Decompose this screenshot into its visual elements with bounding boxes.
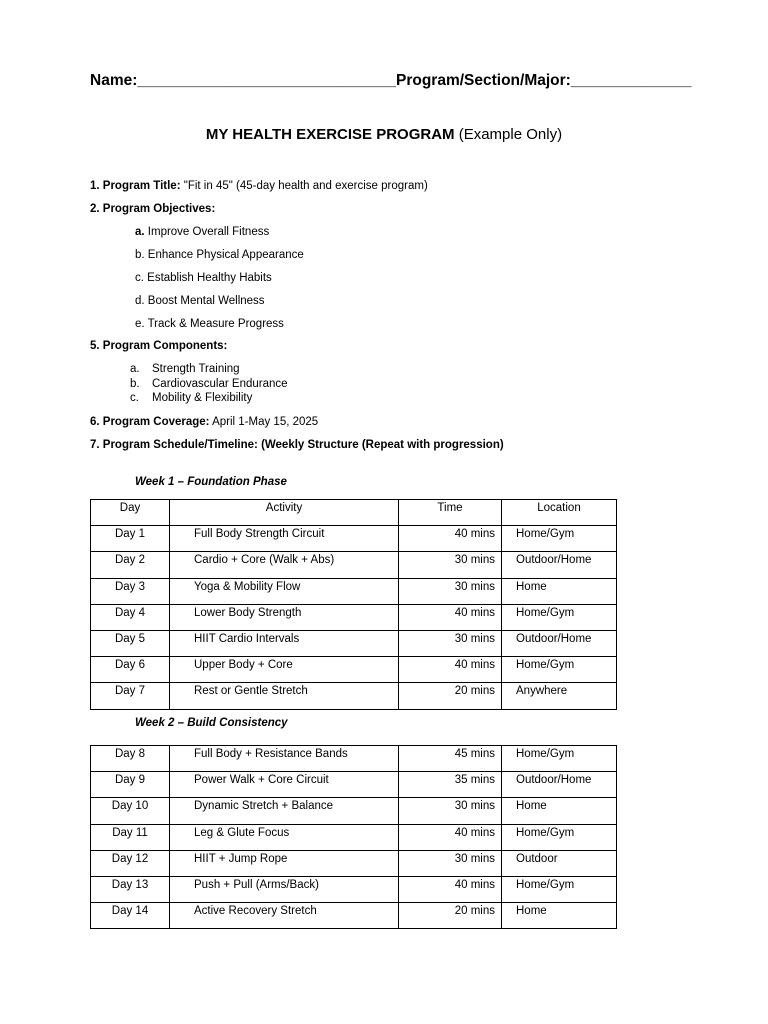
cell-time: 20 mins bbox=[399, 903, 502, 929]
cell-time: 40 mins bbox=[399, 657, 502, 683]
table-row bbox=[91, 526, 617, 552]
cell-activity: Dynamic Stretch + Balance bbox=[170, 798, 399, 824]
table-row bbox=[91, 552, 617, 578]
cell-activity: Lower Body Strength bbox=[170, 604, 399, 630]
table-header-row bbox=[91, 500, 617, 526]
cell-activity: Yoga & Mobility Flow bbox=[170, 578, 399, 604]
week2-table bbox=[90, 745, 617, 929]
cell-time: 35 mins bbox=[399, 772, 502, 798]
objective-letter: a. bbox=[135, 226, 145, 238]
cell-activity: HIIT + Jump Rope bbox=[170, 850, 399, 876]
coverage-line bbox=[90, 416, 318, 428]
cell-day: Day 5 bbox=[91, 630, 170, 656]
table-row bbox=[91, 824, 617, 850]
table-row bbox=[91, 657, 617, 683]
cell-time: 30 mins bbox=[399, 578, 502, 604]
name-program-line: Name:______________________________Program/Section/Major:______________ bbox=[90, 72, 692, 89]
cell-time: 20 mins bbox=[399, 683, 502, 709]
objective-text: Enhance Physical Appearance bbox=[144, 249, 304, 261]
header-day: Day bbox=[91, 500, 170, 526]
cell-activity: Rest or Gentle Stretch bbox=[170, 683, 399, 709]
cell-location: Home/Gym bbox=[502, 824, 617, 850]
objectives-heading bbox=[90, 203, 215, 215]
cell-location: Home/Gym bbox=[502, 657, 617, 683]
table-row bbox=[91, 876, 617, 902]
week1-table bbox=[90, 499, 617, 710]
cell-day: Day 9 bbox=[91, 772, 170, 798]
cell-location: Home bbox=[502, 578, 617, 604]
cell-location: Home/Gym bbox=[502, 604, 617, 630]
header-activity: Activity bbox=[170, 500, 399, 526]
cell-time: 45 mins bbox=[399, 746, 502, 772]
cell-location: Outdoor bbox=[502, 850, 617, 876]
objective-text: Boost Mental Wellness bbox=[144, 295, 265, 307]
cell-location: Home/Gym bbox=[502, 876, 617, 902]
cell-location: Home/Gym bbox=[502, 526, 617, 552]
cell-activity: Push + Pull (Arms/Back) bbox=[170, 876, 399, 902]
program-title-label: 1. Program Title: bbox=[90, 180, 181, 192]
cell-activity: Active Recovery Stretch bbox=[170, 903, 399, 929]
table-row bbox=[91, 630, 617, 656]
objective-text: Track & Measure Progress bbox=[144, 318, 284, 330]
cell-activity: Upper Body + Core bbox=[170, 657, 399, 683]
title-main: MY HEALTH EXERCISE PROGRAM bbox=[205, 126, 455, 143]
component-text: Strength Training bbox=[152, 363, 240, 375]
objective-item bbox=[135, 249, 304, 261]
table-row bbox=[91, 578, 617, 604]
cell-day: Day 2 bbox=[91, 552, 170, 578]
cell-location: Home/Gym bbox=[502, 746, 617, 772]
program-title-line bbox=[90, 180, 428, 192]
components-heading bbox=[90, 340, 227, 352]
component-text: Cardiovascular Endurance bbox=[152, 378, 288, 390]
objective-item bbox=[135, 272, 272, 284]
cell-day: Day 13 bbox=[91, 876, 170, 902]
cell-day: Day 12 bbox=[91, 850, 170, 876]
cell-day: Day 14 bbox=[91, 903, 170, 929]
cell-day: Day 10 bbox=[91, 798, 170, 824]
component-letter: b. bbox=[130, 378, 140, 390]
cell-time: 30 mins bbox=[399, 850, 502, 876]
document-title bbox=[0, 126, 768, 143]
component-letter: c. bbox=[130, 392, 139, 404]
objective-letter: e. bbox=[135, 318, 145, 330]
objectives-label: 2. Program Objectives: bbox=[90, 203, 216, 215]
cell-time: 40 mins bbox=[399, 876, 502, 902]
header-location: Location bbox=[502, 500, 617, 526]
cell-activity: Full Body Strength Circuit bbox=[170, 526, 399, 552]
objective-text: Establish Healthy Habits bbox=[143, 272, 272, 284]
cell-location: Home bbox=[502, 903, 617, 929]
cell-activity: Leg & Glute Focus bbox=[170, 824, 399, 850]
table-row bbox=[91, 604, 617, 630]
cell-activity: Full Body + Resistance Bands bbox=[170, 746, 399, 772]
cell-time: 40 mins bbox=[399, 604, 502, 630]
component-item bbox=[130, 378, 288, 390]
objective-letter: b. bbox=[135, 249, 145, 261]
component-item bbox=[130, 363, 240, 375]
coverage-label: 6. Program Coverage: bbox=[90, 416, 210, 428]
schedule-heading bbox=[90, 439, 504, 451]
schedule-label: 7. Program Schedule/Timeline: (Weekly Structure (Repeat with progression) bbox=[90, 439, 504, 451]
cell-location: Outdoor/Home bbox=[502, 552, 617, 578]
program-title-value: "Fit in 45" (45-day health and exercise program) bbox=[180, 180, 428, 192]
cell-day: Day 11 bbox=[91, 824, 170, 850]
cell-day: Day 7 bbox=[91, 683, 170, 709]
week1-heading: Week 1 – Foundation Phase bbox=[135, 476, 287, 488]
cell-location: Outdoor/Home bbox=[502, 772, 617, 798]
component-item bbox=[130, 392, 252, 404]
component-letter: a. bbox=[130, 363, 140, 375]
table-row bbox=[91, 903, 617, 929]
objective-letter: d. bbox=[135, 295, 145, 307]
cell-day: Day 3 bbox=[91, 578, 170, 604]
cell-day: Day 6 bbox=[91, 657, 170, 683]
cell-time: 30 mins bbox=[399, 630, 502, 656]
cell-day: Day 8 bbox=[91, 746, 170, 772]
cell-time: 30 mins bbox=[399, 552, 502, 578]
objective-item bbox=[135, 295, 265, 307]
table-row bbox=[91, 850, 617, 876]
cell-activity: HIIT Cardio Intervals bbox=[170, 630, 399, 656]
cell-time: 40 mins bbox=[399, 526, 502, 552]
objective-item bbox=[135, 318, 284, 330]
header-time: Time bbox=[399, 500, 502, 526]
components-label: 5. Program Components: bbox=[90, 340, 228, 352]
cell-time: 40 mins bbox=[399, 824, 502, 850]
cell-day: Day 4 bbox=[91, 604, 170, 630]
objective-item bbox=[135, 226, 269, 238]
week2-heading: Week 2 – Build Consistency bbox=[135, 717, 288, 729]
coverage-value: April 1-May 15, 2025 bbox=[209, 416, 319, 428]
objective-letter: c. bbox=[135, 272, 144, 284]
cell-activity: Power Walk + Core Circuit bbox=[170, 772, 399, 798]
cell-time: 30 mins bbox=[399, 798, 502, 824]
cell-activity: Cardio + Core (Walk + Abs) bbox=[170, 552, 399, 578]
cell-location: Outdoor/Home bbox=[502, 630, 617, 656]
table-row bbox=[91, 746, 617, 772]
cell-day: Day 1 bbox=[91, 526, 170, 552]
objective-text: Improve Overall Fitness bbox=[144, 226, 270, 238]
table-row bbox=[91, 683, 617, 709]
table-row bbox=[91, 772, 617, 798]
table-row bbox=[91, 798, 617, 824]
cell-location: Anywhere bbox=[502, 683, 617, 709]
cell-location: Home bbox=[502, 798, 617, 824]
title-suffix: (Example Only) bbox=[454, 126, 563, 143]
component-text: Mobility & Flexibility bbox=[152, 392, 253, 404]
